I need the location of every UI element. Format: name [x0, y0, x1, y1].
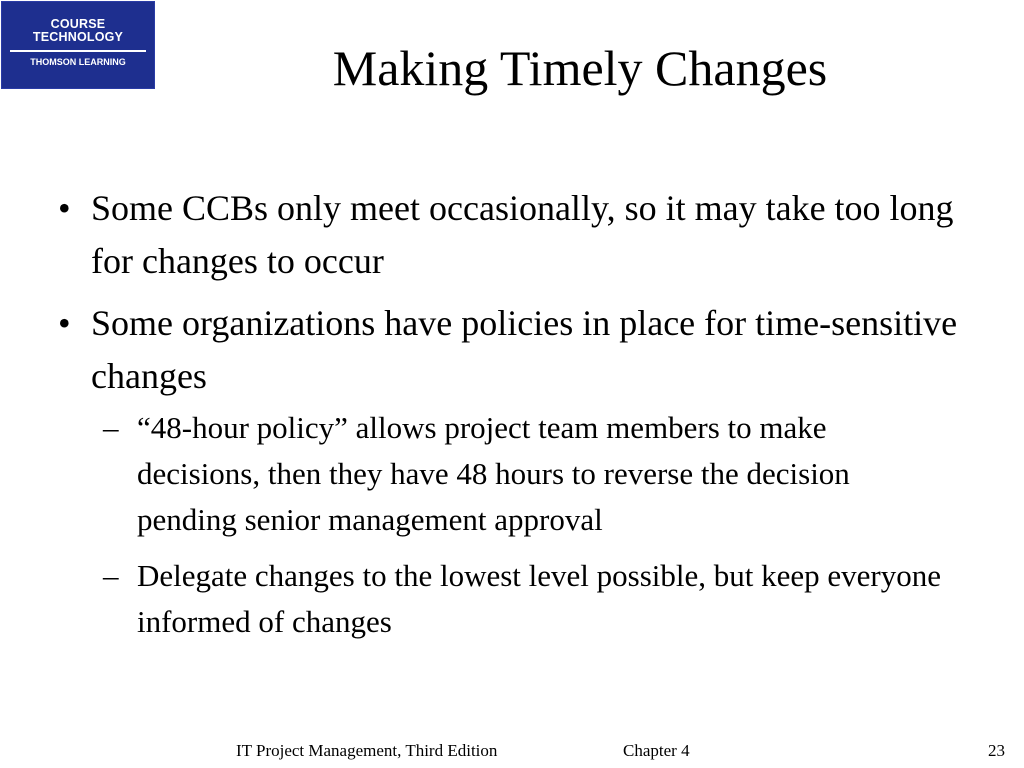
sub-bullet-item: [103, 405, 957, 543]
logo-line-thomson: THOMSON LEARNING: [30, 57, 126, 67]
footer-book-title: IT Project Management, Third Edition: [236, 741, 498, 760]
bullet-item: [58, 297, 958, 403]
logo-line-technology: TECHNOLOGY: [32, 30, 124, 44]
bullet-item: [58, 182, 958, 288]
sub-bullet-text: “48-hour policy” allows project team members to make decisions, then they have 48 hours to reverse the decision pending senior management approval: [137, 410, 850, 537]
sub-bullet-text: Delegate changes to the lowest level possible, but keep everyone informed of changes: [137, 558, 942, 639]
bullet-dot: •: [58, 303, 71, 343]
footer-chapter: Chapter 4: [623, 741, 690, 760]
sub-bullet-dash: –: [103, 558, 119, 593]
sub-bullet-dash: –: [103, 410, 119, 445]
bullet-dot: •: [58, 188, 71, 228]
publisher-logo: [1, 1, 155, 89]
logo-divider: [10, 50, 146, 52]
bullet-text: Some CCBs only meet occasionally, so it may take too long for changes to occur: [91, 188, 954, 281]
sub-bullet-item: [103, 553, 957, 645]
logo-line-course: COURSE: [50, 17, 106, 31]
slide-title: Making Timely Changes: [332, 40, 828, 96]
bullet-text: Some organizations have policies in place for time-sensitive changes: [91, 303, 958, 396]
footer-page-number: 23: [988, 741, 1005, 760]
slide-body: [58, 182, 958, 655]
